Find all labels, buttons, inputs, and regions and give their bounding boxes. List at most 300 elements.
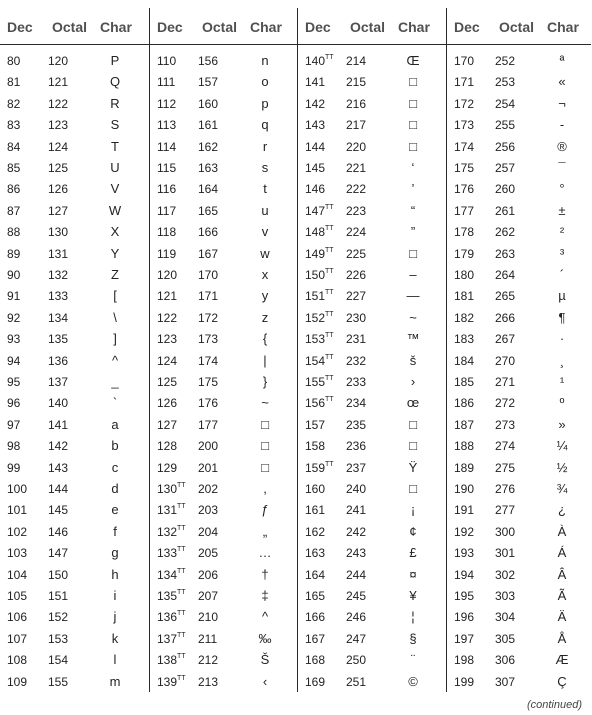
- dec-value: $148^{TT}$: [305, 225, 334, 240]
- octal-value: 234: [346, 396, 367, 411]
- octal-value: 123: [48, 118, 69, 133]
- dec-value: $153^{TT}$: [305, 332, 334, 347]
- char-value: ¦: [411, 609, 415, 625]
- dec-value: 161: [305, 503, 326, 518]
- char-value: x: [261, 267, 269, 282]
- char-value: u: [261, 202, 269, 218]
- char-value: š: [409, 352, 417, 368]
- dec-value: 166: [305, 610, 326, 625]
- octal-value: 266: [495, 310, 516, 325]
- dec-value: 100: [7, 482, 28, 496]
- octal-value: 163: [198, 161, 219, 175]
- octal-value: 252: [495, 54, 516, 68]
- char-value: i: [113, 588, 117, 603]
- octal-value: 173: [198, 332, 219, 347]
- char-value: ¾: [556, 481, 568, 496]
- octal-value: 272: [495, 396, 516, 411]
- octal-value: 202: [198, 482, 219, 496]
- dec-value: 199: [454, 674, 475, 689]
- char-value: W: [108, 202, 122, 218]
- char-value: ‰: [258, 630, 272, 646]
- dec-value: $149^{TT}$: [305, 246, 334, 261]
- char-value: ½: [556, 459, 568, 475]
- char-value: q: [261, 117, 269, 133]
- char-value: e: [111, 502, 119, 518]
- dec-value: 103: [7, 546, 28, 561]
- char-value: ”: [410, 224, 416, 240]
- dec-value: 160: [305, 482, 326, 496]
- char-value: ¯: [558, 160, 566, 175]
- octal-value: 214: [346, 54, 367, 68]
- char-value: m: [109, 673, 121, 689]
- octal-value: 131: [48, 246, 69, 261]
- dec-value: 107: [7, 631, 28, 646]
- windows-only-mark: TT: [325, 54, 334, 61]
- octal-value: 207: [198, 589, 219, 603]
- char-value: ¶: [558, 309, 566, 325]
- char-value: ·: [559, 331, 565, 347]
- dec-value: 94: [7, 353, 21, 368]
- char-value: □: [409, 245, 417, 261]
- octal-value: 144: [48, 482, 69, 496]
- octal-value: 301: [495, 546, 516, 561]
- dec-value: 83: [7, 118, 21, 133]
- windows-only-mark: TT: [177, 610, 186, 618]
- octal-value: 203: [198, 503, 219, 518]
- char-value: |: [263, 352, 267, 368]
- octal-value: 143: [48, 460, 69, 475]
- windows-only-mark: TT: [177, 503, 186, 511]
- octal-value: 154: [48, 653, 69, 668]
- dec-value: $155^{TT}$: [305, 375, 334, 389]
- char-value: ‘: [411, 160, 415, 175]
- char-value: »: [558, 416, 566, 432]
- dec-value: 126: [157, 396, 178, 411]
- char-value: ª: [559, 53, 565, 68]
- char-value: «: [558, 74, 566, 90]
- octal-value: 224: [346, 225, 367, 240]
- dec-value: 186: [454, 396, 475, 411]
- char-value: Ç: [557, 673, 567, 689]
- dec-value: 101: [7, 503, 28, 518]
- windows-only-mark: TT: [177, 524, 186, 532]
- octal-value: 215: [346, 75, 367, 90]
- char-value: y: [261, 288, 269, 304]
- table-column-group-3: [297, 8, 447, 692]
- octal-value: 264: [495, 268, 516, 282]
- octal-value: 267: [495, 332, 516, 347]
- char-value: □: [261, 416, 269, 432]
- octal-value: 244: [346, 567, 367, 582]
- char-value: n: [261, 53, 269, 68]
- octal-value: 127: [48, 203, 69, 218]
- dec-value: 174: [454, 139, 475, 154]
- octal-value: 263: [495, 246, 516, 261]
- dec-value: $156^{TT}$: [305, 396, 334, 411]
- char-value: h: [111, 566, 119, 582]
- dec-value: 106: [7, 610, 28, 625]
- octal-value: 204: [198, 524, 219, 539]
- header-octal: Octal: [52, 19, 88, 35]
- octal-value: 164: [198, 182, 219, 197]
- octal-value: 304: [495, 610, 516, 625]
- char-value: „: [262, 523, 268, 539]
- char-value: b: [111, 438, 119, 454]
- windows-only-mark: TT: [177, 589, 186, 596]
- octal-value: 236: [346, 439, 367, 454]
- dec-value: 145: [305, 161, 326, 175]
- octal-value: 147: [48, 546, 69, 561]
- windows-only-mark: TT: [177, 567, 186, 575]
- header-row: [150, 8, 298, 45]
- char-value: ~: [409, 309, 417, 325]
- char-value: □: [409, 416, 417, 432]
- dec-value: 125: [157, 375, 178, 389]
- dec-value: 87: [7, 203, 21, 218]
- octal-value: 305: [495, 631, 516, 646]
- header-row: [298, 8, 447, 45]
- dec-value: 95: [7, 375, 21, 389]
- header-row: [447, 8, 591, 45]
- char-value: ƒ: [261, 502, 269, 518]
- char-value: ¿: [558, 502, 566, 518]
- windows-only-mark: TT: [325, 353, 334, 361]
- dec-value: 89: [7, 246, 21, 261]
- char-value: Q: [109, 74, 121, 90]
- dec-value: 173: [454, 118, 475, 133]
- dec-value: $151^{TT}$: [305, 289, 334, 304]
- char-value: s: [261, 160, 269, 175]
- octal-value: 255: [495, 118, 516, 133]
- octal-value: 145: [48, 503, 69, 518]
- octal-value: 166: [198, 225, 219, 240]
- char-value: _: [111, 374, 119, 389]
- dec-value: 143: [305, 118, 326, 133]
- octal-value: 300: [495, 524, 516, 539]
- octal-value: 254: [495, 96, 516, 111]
- dec-value: $140^{TT}$: [305, 54, 334, 68]
- char-value: À: [557, 523, 567, 539]
- dec-value: 191: [454, 503, 475, 518]
- char-value: †: [261, 566, 269, 582]
- char-value: g: [111, 545, 119, 561]
- character-code-table: [0, 8, 590, 692]
- dec-value: 97: [7, 417, 21, 432]
- dec-value: 121: [157, 289, 178, 304]
- dec-value: 183: [454, 332, 475, 347]
- octal-value: 222: [346, 182, 367, 197]
- dec-value: 198: [454, 653, 475, 668]
- dec-value: 93: [7, 332, 21, 347]
- char-value: a: [111, 416, 119, 432]
- char-value: }: [262, 374, 268, 389]
- dec-value: 187: [454, 417, 475, 432]
- dec-value: 86: [7, 182, 21, 197]
- octal-value: 217: [346, 118, 367, 133]
- dec-value: 162: [305, 524, 326, 539]
- octal-value: 132: [48, 268, 69, 282]
- char-value: ¸: [559, 352, 565, 368]
- octal-value: 134: [48, 310, 69, 325]
- octal-value: 211: [198, 631, 218, 646]
- char-value: □: [261, 459, 269, 475]
- windows-only-mark: TT: [325, 396, 334, 404]
- dec-value: 144: [305, 139, 326, 154]
- char-value: ™: [406, 331, 420, 347]
- octal-value: 230: [346, 310, 367, 325]
- octal-value: 161: [198, 118, 219, 133]
- dec-value: 81: [7, 75, 21, 90]
- octal-value: 121: [48, 75, 69, 90]
- windows-only-mark: TT: [325, 310, 334, 318]
- dec-value: 188: [454, 439, 475, 454]
- octal-value: 155: [48, 674, 69, 689]
- octal-value: 165: [198, 203, 219, 218]
- char-value: Ã: [557, 588, 567, 603]
- char-value: l: [113, 652, 117, 668]
- octal-value: 156: [198, 54, 219, 68]
- dec-value: 109: [7, 674, 28, 689]
- dec-value: 98: [7, 439, 21, 454]
- dec-value: 124: [157, 353, 178, 368]
- octal-value: 225: [346, 246, 367, 261]
- octal-value: 245: [346, 589, 367, 603]
- octal-value: 302: [495, 567, 516, 582]
- dec-value: 116: [157, 182, 177, 197]
- char-value: ‡: [261, 588, 269, 603]
- windows-only-mark: TT: [325, 203, 334, 211]
- dec-value: 182: [454, 310, 475, 325]
- char-value: □: [261, 438, 269, 454]
- dec-value: 122: [157, 310, 178, 325]
- octal-value: 126: [48, 182, 69, 197]
- char-value: U: [110, 160, 120, 175]
- char-value: “: [410, 202, 416, 218]
- char-value: \: [113, 309, 117, 325]
- char-value: R: [110, 95, 120, 111]
- char-value: ³: [559, 245, 565, 261]
- table-column-group-2: [149, 8, 298, 692]
- windows-only-mark: TT: [177, 653, 186, 661]
- dec-value: $139^{TT}$: [157, 674, 186, 689]
- octal-value: 137: [48, 375, 69, 389]
- char-value: □: [409, 117, 417, 133]
- char-value: —: [406, 288, 420, 304]
- windows-only-mark: TT: [325, 289, 334, 297]
- octal-value: 227: [346, 289, 367, 304]
- dec-value: $136^{TT}$: [157, 610, 186, 625]
- octal-value: 153: [48, 631, 69, 646]
- header-octal: Octal: [202, 19, 238, 35]
- dec-value: $130^{TT}$: [157, 482, 186, 496]
- char-value: ^: [111, 352, 119, 368]
- dec-value: 180: [454, 268, 475, 282]
- dec-value: $154^{TT}$: [305, 353, 334, 368]
- header-row: [0, 8, 149, 45]
- char-value: ‹: [262, 673, 268, 689]
- octal-value: 220: [346, 139, 367, 154]
- char-value: o: [261, 74, 269, 90]
- dec-value: 146: [305, 182, 326, 197]
- header-char: Char: [250, 19, 282, 35]
- dec-value: 170: [454, 54, 475, 68]
- octal-value: 160: [198, 96, 219, 111]
- octal-value: 210: [198, 610, 219, 625]
- char-value: j: [113, 609, 117, 625]
- header-octal: Octal: [499, 19, 535, 35]
- windows-only-mark: TT: [177, 631, 186, 639]
- octal-value: 231: [346, 332, 367, 347]
- dec-value: 91: [7, 289, 21, 304]
- char-value: Å: [557, 630, 567, 646]
- octal-value: 276: [495, 482, 516, 496]
- octal-value: 306: [495, 653, 516, 668]
- char-value: [: [113, 288, 117, 304]
- char-value: ¹: [559, 374, 565, 389]
- char-value: £: [409, 545, 417, 561]
- octal-value: 223: [346, 203, 367, 218]
- char-value: ¬: [558, 95, 566, 111]
- octal-value: 146: [48, 524, 69, 539]
- octal-value: 205: [198, 546, 219, 561]
- char-value: œ: [406, 395, 420, 411]
- char-value: ¼: [556, 438, 568, 454]
- char-value: t: [263, 181, 267, 197]
- octal-value: 246: [346, 610, 367, 625]
- dec-value: $138^{TT}$: [157, 653, 186, 668]
- dec-value: 190: [454, 482, 475, 496]
- char-value: °: [559, 181, 565, 197]
- dec-value: 129: [157, 460, 178, 475]
- char-value: ²: [559, 224, 565, 240]
- char-value: `: [112, 395, 118, 411]
- header-dec: Dec: [157, 19, 183, 35]
- char-value: {: [262, 331, 268, 347]
- dec-value: 82: [7, 96, 21, 111]
- char-value: ¥: [409, 588, 417, 603]
- octal-value: 150: [48, 567, 69, 582]
- dec-value: 181: [454, 289, 475, 304]
- dec-value: 99: [7, 460, 21, 475]
- char-value: z: [261, 309, 269, 325]
- dec-value: $132^{TT}$: [157, 524, 186, 539]
- header-char: Char: [547, 19, 579, 35]
- octal-value: 242: [346, 524, 367, 539]
- windows-only-mark: TT: [177, 482, 186, 489]
- char-value: V: [110, 181, 120, 197]
- windows-only-mark: TT: [325, 225, 334, 233]
- octal-value: 233: [346, 375, 367, 389]
- char-value: ¢: [409, 523, 417, 539]
- octal-value: 172: [198, 310, 219, 325]
- octal-value: 216: [346, 96, 367, 111]
- windows-only-mark: TT: [325, 375, 334, 382]
- octal-value: 175: [198, 375, 219, 389]
- char-value: Ä: [557, 609, 567, 625]
- header-octal: Octal: [350, 19, 386, 35]
- octal-value: 200: [198, 439, 219, 454]
- octal-value: 243: [346, 546, 367, 561]
- octal-value: 141: [48, 417, 69, 432]
- octal-value: 232: [346, 353, 367, 368]
- char-value: ´: [559, 267, 565, 282]
- octal-value: 136: [48, 353, 69, 368]
- octal-value: 157: [198, 75, 219, 90]
- char-value: ®: [557, 138, 567, 154]
- char-value: □: [409, 74, 417, 90]
- octal-value: 277: [495, 503, 516, 518]
- dec-value: 168: [305, 653, 326, 668]
- char-value: □: [409, 481, 417, 496]
- octal-value: 303: [495, 589, 516, 603]
- char-value: w: [260, 245, 270, 261]
- char-value: ›: [410, 374, 416, 389]
- char-value: Z: [111, 267, 119, 282]
- windows-only-mark: TT: [325, 332, 334, 340]
- octal-value: 271: [495, 375, 516, 389]
- octal-value: 257: [495, 161, 516, 175]
- dec-value: 110: [157, 54, 177, 68]
- octal-value: 177: [198, 417, 219, 432]
- dec-value: 169: [305, 674, 326, 689]
- char-value: S: [110, 117, 120, 133]
- char-value: Ÿ: [408, 459, 418, 475]
- dec-value: 102: [7, 524, 28, 539]
- octal-value: 240: [346, 482, 367, 496]
- octal-value: 142: [48, 439, 69, 454]
- octal-value: 201: [198, 460, 219, 475]
- dec-value: 108: [7, 653, 28, 668]
- char-value: ~: [261, 395, 269, 411]
- dec-value: 158: [305, 439, 326, 454]
- octal-value: 152: [48, 610, 69, 625]
- octal-value: 120: [48, 54, 69, 68]
- dec-value: 178: [454, 225, 475, 240]
- dec-value: 111: [157, 75, 176, 90]
- header-char: Char: [100, 19, 132, 35]
- char-value: º: [559, 395, 565, 411]
- char-value: Œ: [406, 53, 420, 68]
- dec-value: 84: [7, 139, 21, 154]
- octal-value: 125: [48, 161, 69, 175]
- char-value: ,: [263, 481, 267, 496]
- char-value: -: [559, 117, 565, 133]
- header-dec: Dec: [305, 19, 331, 35]
- windows-only-mark: TT: [325, 268, 334, 275]
- octal-value: 275: [495, 460, 516, 475]
- char-value: ¡: [410, 502, 416, 518]
- char-value: –: [409, 267, 417, 282]
- dec-value: 128: [157, 439, 178, 454]
- header-char: Char: [398, 19, 430, 35]
- char-value: ©: [408, 673, 418, 689]
- char-value: X: [110, 224, 120, 240]
- char-value: Š: [260, 652, 270, 668]
- char-value: p: [261, 95, 269, 111]
- octal-value: 176: [198, 396, 219, 411]
- octal-value: 265: [495, 289, 516, 304]
- dec-value: $134^{TT}$: [157, 567, 186, 582]
- octal-value: 135: [48, 332, 69, 347]
- octal-value: 262: [495, 225, 516, 240]
- octal-value: 130: [48, 225, 69, 240]
- octal-value: 226: [346, 268, 367, 282]
- dec-value: 112: [157, 96, 177, 111]
- dec-value: 90: [7, 268, 21, 282]
- octal-value: 250: [346, 653, 367, 668]
- dec-value: $159^{TT}$: [305, 460, 334, 475]
- octal-value: 307: [495, 674, 516, 689]
